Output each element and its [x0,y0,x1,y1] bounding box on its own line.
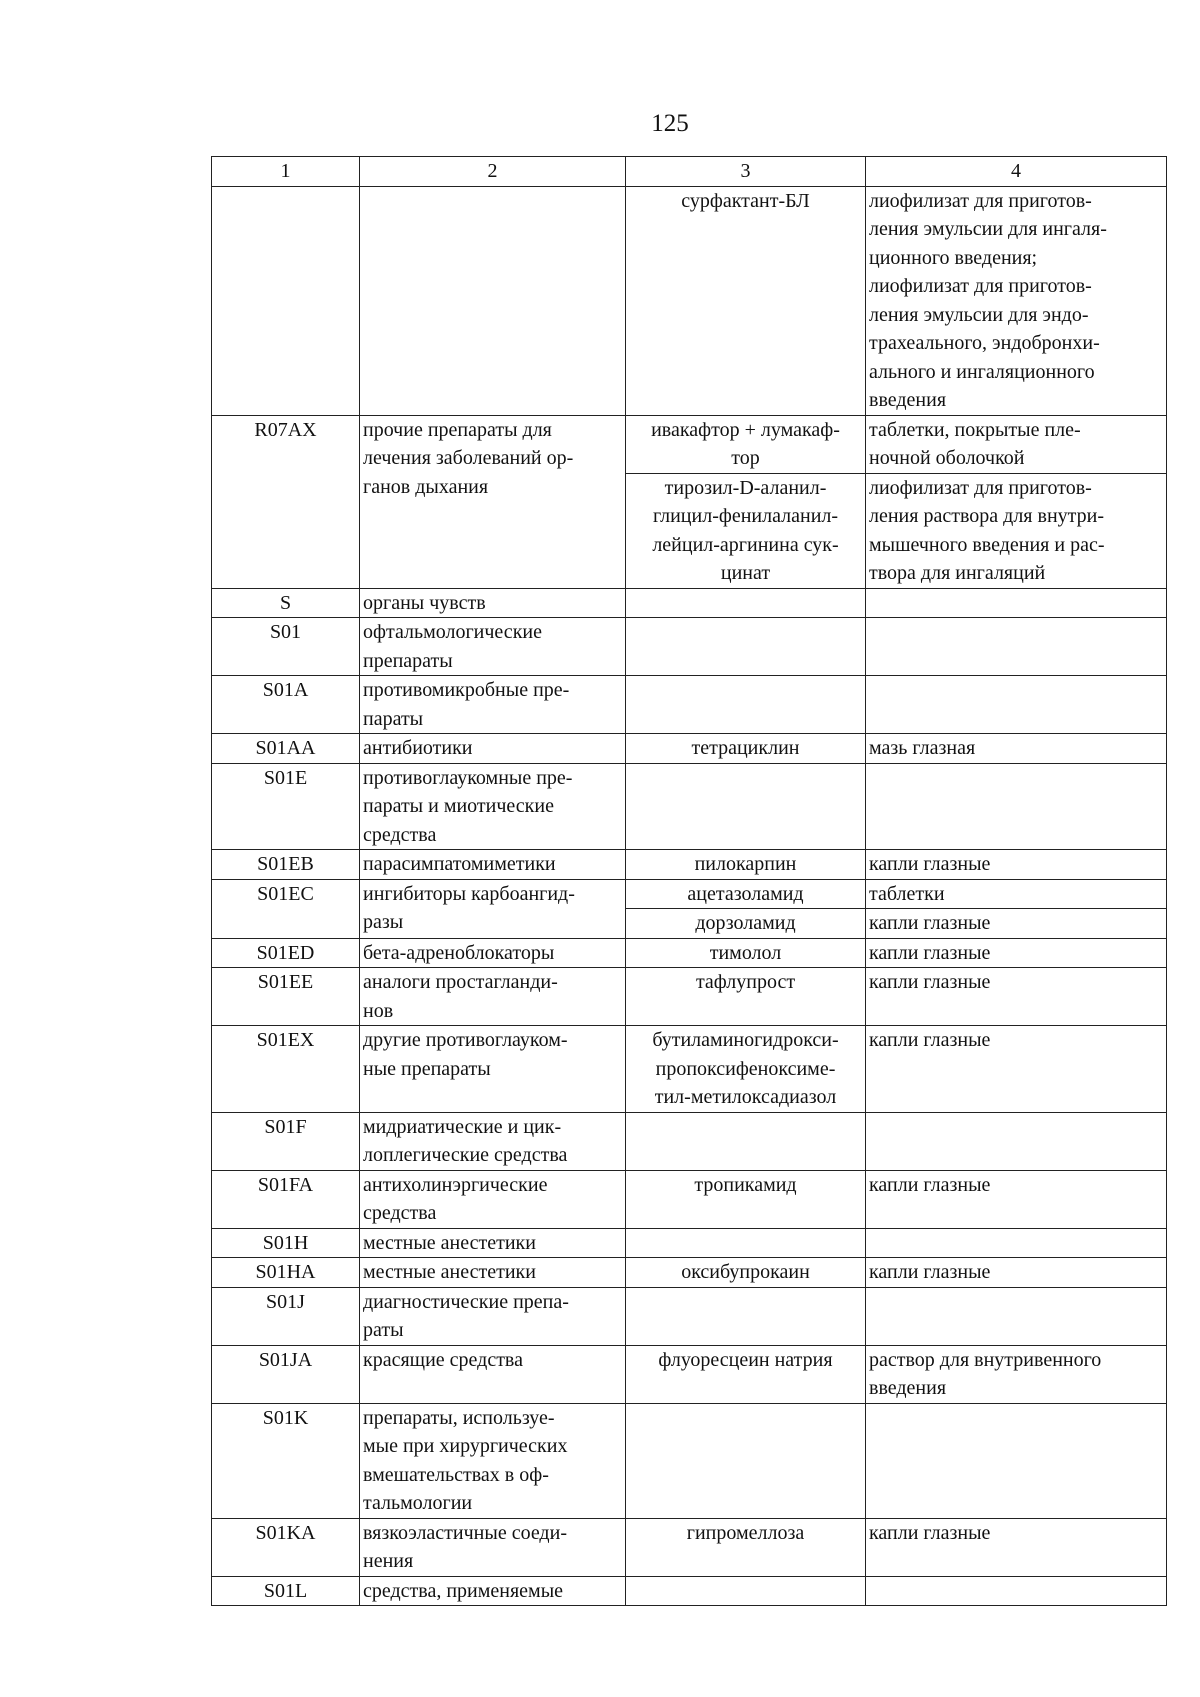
table-row [212,734,1167,764]
atc-code-cell: S01EC [212,879,360,938]
table-row [212,1170,1167,1228]
table-row [212,763,1167,850]
dosage-form-cell: капли глазные [866,909,1167,939]
table-row [212,938,1167,968]
dosage-form-cell [866,588,1167,618]
table-row [212,1403,1167,1518]
group-name-cell: местные анестетики [360,1258,626,1288]
table-row [212,879,1167,909]
table-row [212,1258,1167,1288]
dosage-form-cell [866,1576,1167,1606]
table-row [212,1345,1167,1403]
atc-code-cell: S01KA [212,1518,360,1576]
group-name-cell [360,186,626,415]
table-row [212,1228,1167,1258]
drug-name-cell: ивакафтор + лумакаф- тор [626,415,866,473]
drug-name-cell: тетрациклин [626,734,866,764]
dosage-form-cell [866,763,1167,850]
dosage-form-cell: капли глазные [866,850,1167,880]
drug-name-cell [626,763,866,850]
drug-name-cell [626,1576,866,1606]
drug-name-cell: гипромеллоза [626,1518,866,1576]
dosage-form-cell [866,676,1167,734]
group-name-cell: антихолинэргические средства [360,1170,626,1228]
dosage-form-cell [866,1228,1167,1258]
drug-name-cell: флуоресцеин натрия [626,1345,866,1403]
dosage-form-cell [866,1112,1167,1170]
drug-name-cell [626,618,866,676]
atc-code-cell: S01EX [212,1026,360,1113]
table-row [212,968,1167,1026]
table-row [212,1112,1167,1170]
group-name-cell: антибиотики [360,734,626,764]
group-name-cell: прочие препараты для лечения заболеваний ор- ганов дыхания [360,415,626,588]
table-row [212,415,1167,473]
drug-name-cell [626,1287,866,1345]
group-name-cell: мидриатические и цик- лоплегические средства [360,1112,626,1170]
dosage-form-cell: капли глазные [866,1026,1167,1113]
group-name-cell: вязкоэластичные соеди- нения [360,1518,626,1576]
table-row [212,850,1167,880]
drug-name-cell: оксибупрокаин [626,1258,866,1288]
drug-name-cell: пилокарпин [626,850,866,880]
drug-name-cell: тимолол [626,938,866,968]
table-row [212,676,1167,734]
dosage-form-cell [866,618,1167,676]
page-number: 125 [651,110,689,137]
drug-name-cell: тафлупрост [626,968,866,1026]
header-cell: 4 [866,157,1167,187]
group-name-cell: противоглаукомные пре- параты и миотические средства [360,763,626,850]
atc-code-cell: S01ED [212,938,360,968]
group-name-cell: препараты, используе- мые при хирургических вмешательствах в оф- тальмологии [360,1403,626,1518]
atc-code-cell [212,186,360,415]
drug-name-cell: бутиламиногидрокси- пропоксифеноксиме- тил-метилоксадиазол [626,1026,866,1113]
table-row [212,1287,1167,1345]
atc-code-cell: S [212,588,360,618]
drug-name-cell: тропикамид [626,1170,866,1228]
dosage-form-cell: капли глазные [866,1518,1167,1576]
dosage-form-cell: таблетки, покрытые пле- ночной оболочкой [866,415,1167,473]
table-row [212,1576,1167,1606]
drug-name-cell [626,1112,866,1170]
dosage-form-cell [866,1403,1167,1518]
group-name-cell: другие противоглауком- ные препараты [360,1026,626,1113]
dosage-form-cell: таблетки [866,879,1167,909]
drug-name-cell [626,1228,866,1258]
atc-code-cell: S01F [212,1112,360,1170]
dosage-form-cell: раствор для внутривенного введения [866,1345,1167,1403]
header-cell: 3 [626,157,866,187]
drug-name-cell: сурфактант-БЛ [626,186,866,415]
atc-code-cell: S01 [212,618,360,676]
drug-name-cell: ацетазоламид [626,879,866,909]
atc-code-cell: S01A [212,676,360,734]
header-cell: 2 [360,157,626,187]
group-name-cell: парасимпатомиметики [360,850,626,880]
table-row [212,1518,1167,1576]
drug-name-cell [626,588,866,618]
dosage-form-cell [866,1287,1167,1345]
group-name-cell: офтальмологические препараты [360,618,626,676]
atc-code-cell: S01AA [212,734,360,764]
group-name-cell: органы чувств [360,588,626,618]
table-row [212,1026,1167,1113]
atc-code-cell: S01EE [212,968,360,1026]
table-row [212,186,1167,415]
atc-code-cell: S01FA [212,1170,360,1228]
group-name-cell: аналоги простагланди- нов [360,968,626,1026]
dosage-form-cell: мазь глазная [866,734,1167,764]
dosage-form-cell: капли глазные [866,938,1167,968]
drug-name-cell [626,676,866,734]
dosage-form-cell: лиофилизат для приготов- ления эмульсии для ингаля- ционного введения; лиофилизат для приготов- ления эмульсии для эндо- трахеального, эндобронхи- ального и ингаляционного введения [866,186,1167,415]
dosage-form-cell: капли глазные [866,1170,1167,1228]
group-name-cell: бета-адреноблокаторы [360,938,626,968]
atc-code-cell: S01EB [212,850,360,880]
header-cell: 1 [212,157,360,187]
drug-classification-table [211,156,1167,1606]
dosage-form-cell: лиофилизат для приготов- ления раствора для внутри- мышечного введения и рас- твора для ингаляций [866,473,1167,588]
atc-code-cell: S01L [212,1576,360,1606]
group-name-cell: диагностические препа- раты [360,1287,626,1345]
group-name-cell: красящие средства [360,1345,626,1403]
atc-code-cell: S01HA [212,1258,360,1288]
table-row [212,618,1167,676]
table-row [212,588,1167,618]
atc-code-cell: S01E [212,763,360,850]
group-name-cell: средства, применяемые [360,1576,626,1606]
drug-name-cell [626,1403,866,1518]
atc-code-cell: R07AX [212,415,360,588]
atc-code-cell: S01H [212,1228,360,1258]
atc-code-cell: S01JA [212,1345,360,1403]
group-name-cell: ингибиторы карбоангид- разы [360,879,626,938]
group-name-cell: противомикробные пре- параты [360,676,626,734]
group-name-cell: местные анестетики [360,1228,626,1258]
dosage-form-cell: капли глазные [866,968,1167,1026]
drug-name-cell: тирозил-D-аланил- глицил-фенилаланил- лейцил-аргинина сук- цинат [626,473,866,588]
drug-name-cell: дорзоламид [626,909,866,939]
header-row [212,157,1167,187]
atc-code-cell: S01J [212,1287,360,1345]
dosage-form-cell: капли глазные [866,1258,1167,1288]
atc-code-cell: S01K [212,1403,360,1518]
